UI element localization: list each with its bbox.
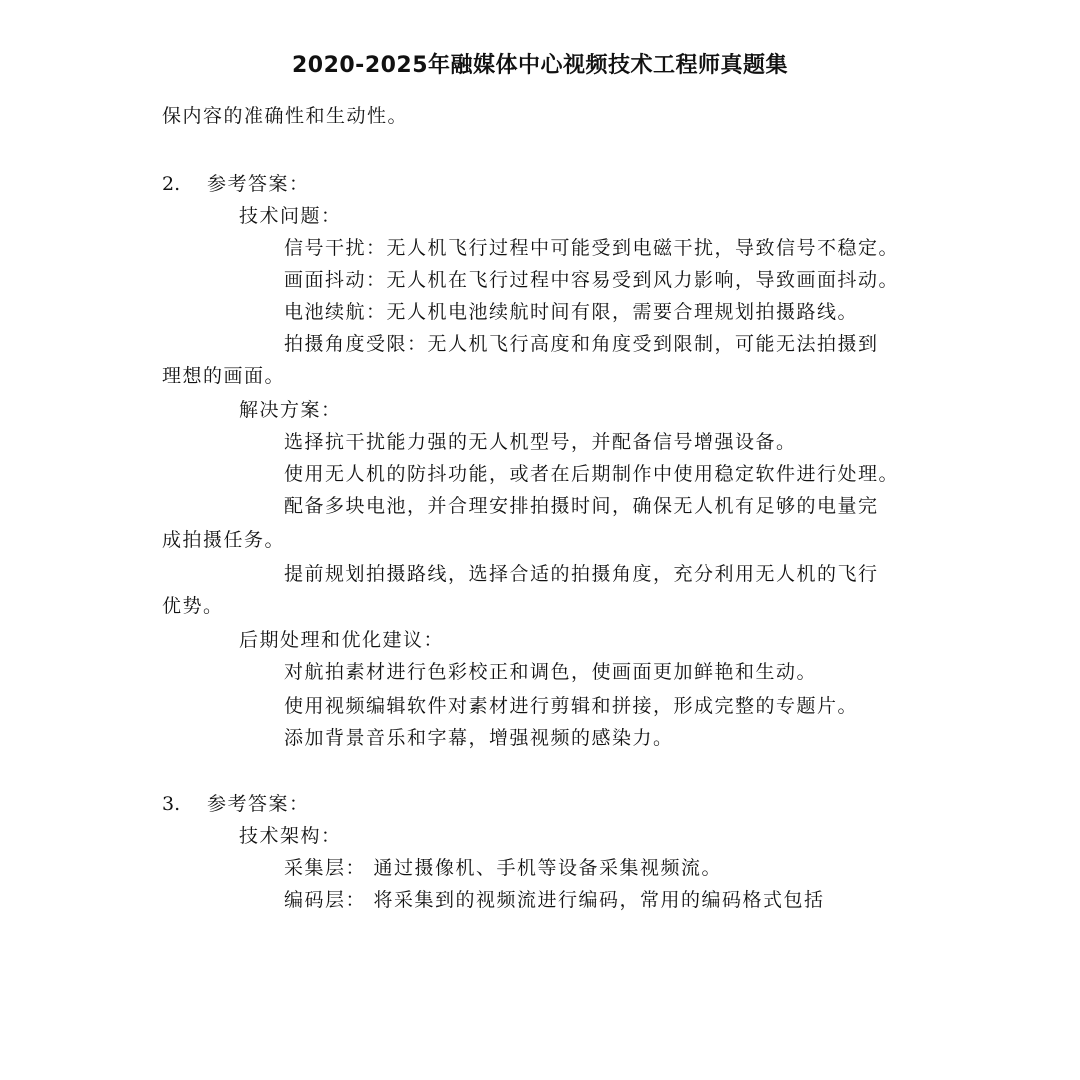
q2-tech-issue-item: 信号干扰：无人机飞行过程中可能受到电磁干扰，导致信号不稳定。 xyxy=(284,237,900,259)
q3-arch-label: 技术架构： xyxy=(239,825,342,847)
q2-solution-item: 选择抗干扰能力强的无人机型号，并配备信号增强设备。 xyxy=(284,431,797,453)
q2-tech-issue-item-continued: 理想的画面。 xyxy=(162,365,286,387)
q3-answer-heading: 参考答案： xyxy=(207,793,310,815)
q2-tech-issues-label: 技术问题： xyxy=(239,205,342,227)
q2-solution-item-continued: 优势。 xyxy=(162,595,224,617)
q2-post-label: 后期处理和优化建议： xyxy=(239,629,445,651)
q2-post-item: 添加背景音乐和字幕，增强视频的感染力。 xyxy=(284,727,674,749)
q3-arch-item: 编码层： 将采集到的视频流进行编码，常用的编码格式包括 xyxy=(284,889,825,911)
q2-post-item: 对航拍素材进行色彩校正和调色，使画面更加鲜艳和生动。 xyxy=(284,661,818,683)
q2-tech-issue-item: 画面抖动：无人机在飞行过程中容易受到风力影响，导致画面抖动。 xyxy=(284,269,900,291)
question-number-3: 3. xyxy=(162,793,181,815)
intro-tail-text: 保内容的准确性和生动性。 xyxy=(162,105,409,127)
page-title: 2020-2025年融媒体中心视频技术工程师真题集 xyxy=(291,53,789,78)
q2-solution-item: 提前规划拍摄路线，选择合适的拍摄角度，充分利用无人机的飞行 xyxy=(284,563,879,585)
q2-solution-item: 使用无人机的防抖功能，或者在后期制作中使用稳定软件进行处理。 xyxy=(284,463,900,485)
q2-solution-item: 配备多块电池，并合理安排拍摄时间，确保无人机有足够的电量完 xyxy=(284,495,879,517)
q3-arch-item: 采集层： 通过摄像机、手机等设备采集视频流。 xyxy=(284,857,723,879)
q2-post-item: 使用视频编辑软件对素材进行剪辑和拼接，形成完整的专题片。 xyxy=(284,695,859,717)
q2-solutions-label: 解决方案： xyxy=(239,399,342,421)
q2-tech-issue-item: 电池续航：无人机电池续航时间有限，需要合理规划拍摄路线。 xyxy=(284,301,859,323)
q2-answer-heading: 参考答案： xyxy=(207,173,310,195)
q2-tech-issue-item: 拍摄角度受限：无人机飞行高度和角度受到限制，可能无法拍摄到 xyxy=(284,333,879,355)
q2-solution-item-continued: 成拍摄任务。 xyxy=(162,529,286,551)
question-number-2: 2. xyxy=(162,173,181,195)
